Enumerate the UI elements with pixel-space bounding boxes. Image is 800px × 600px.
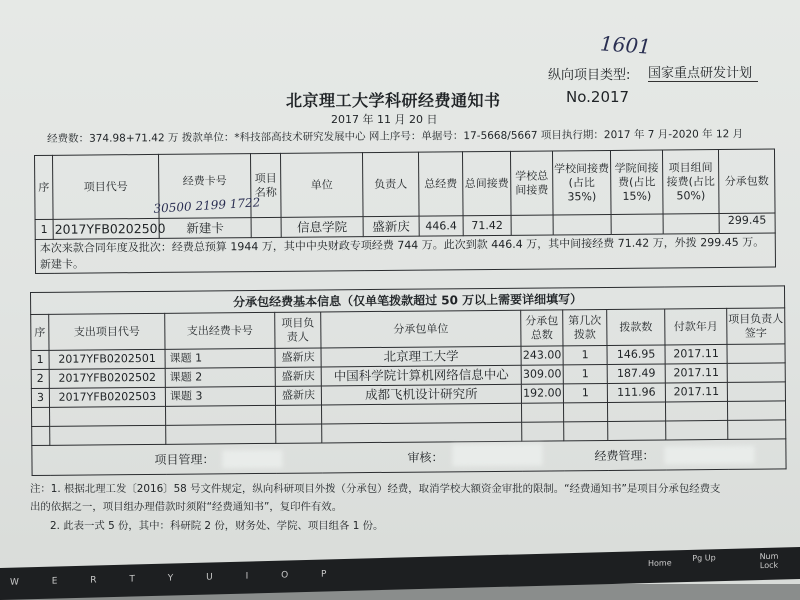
cell-amount: 111.96	[607, 383, 665, 403]
cell-date: 2017.11	[665, 363, 727, 383]
cell-school-indirect	[553, 214, 611, 235]
cell-signature	[727, 363, 785, 383]
cell-nth: 1	[563, 345, 607, 364]
redacted-signature	[664, 446, 754, 465]
cell-subcontract: 299.45	[719, 213, 775, 233]
header-cell: 学校间接费(占比 35%)	[552, 150, 611, 215]
header-cell: 序	[31, 314, 49, 350]
cell-leader: 盛新庆	[275, 386, 321, 405]
handwritten-number: 1601	[599, 31, 652, 59]
cell-signature	[727, 344, 785, 364]
cell-card: 课题 3	[165, 386, 275, 406]
header-cell: 项目代号	[53, 154, 160, 219]
project-type-label: 纵向项目类型:	[548, 68, 631, 83]
cell-total: 243.00	[521, 346, 563, 365]
cell-code: 2017YFB0202502	[49, 368, 165, 388]
review-label: 审核：	[407, 450, 444, 465]
cell-school-total-indirect	[511, 215, 553, 235]
home-key: Home	[648, 558, 672, 569]
main-table-header	[35, 149, 776, 219]
cell-code: 2017YFB0202503	[49, 387, 165, 407]
header-cell: 项目组间接费(占比 50%)	[662, 150, 719, 214]
header-cell: 分承包单位	[321, 310, 521, 348]
signature-cell	[32, 439, 786, 476]
project-type-value: 国家重点研发计划	[648, 62, 758, 82]
header-cell: 第几次拨款	[563, 309, 607, 345]
funding-info-line: 经费数：374.98+71.42 万 拨款单位：*科技部高技术研究发展中心 网上序号：单据号：17-5668/5667 项目执行期：2017 年 7 月-2020 年 12 月	[47, 128, 744, 145]
header-cell: 单位	[280, 153, 363, 218]
cell-nth: 1	[563, 364, 607, 383]
header-cell: 项目负责人	[275, 312, 321, 348]
header-cell: 拨款数	[607, 309, 665, 346]
header-cell: 学院间接费(占比 15%)	[610, 150, 663, 214]
cell-card: 课题 1	[165, 348, 275, 368]
document-title: 北京理工大学科研经费通知书	[286, 91, 501, 110]
cell-unit: 信息学院	[281, 217, 363, 238]
signature-row	[32, 439, 786, 476]
header-cell: 支出项目代号	[49, 313, 165, 350]
numlock-key: Num Lock	[759, 551, 779, 571]
funding-note: 本次来款合同年度及批次：经费总预算 1944 万，其中中央财政专项经费 744 万。此次到款 446.4 万，其中间接经费 71.42 万，外拨 299.45 万。新建卡。	[35, 233, 775, 273]
main-funding-table	[34, 149, 776, 274]
document-number: No.2017	[566, 88, 630, 106]
note-1-line-2: 出的依据之一，项目组办理借款时须附“经费通知书”，复印件有效。	[30, 501, 343, 513]
keyboard-letter-keys: W E R T Y U I O P	[10, 569, 342, 588]
redacted-signature	[222, 450, 282, 469]
cell-date: 2017.11	[665, 382, 727, 402]
cell-amount: 146.95	[607, 345, 665, 365]
cell-index: 1	[31, 350, 49, 369]
cell-index: 2	[31, 369, 49, 388]
header-cell: 负责人	[362, 152, 419, 216]
cell-amount: 187.49	[607, 364, 665, 384]
project-mgmt-label: 项目管理：	[154, 452, 215, 467]
header-text: 经费卡号	[182, 174, 227, 188]
cell-leader: 盛新庆	[275, 367, 321, 386]
note-1-line-1: 注：1. 根据北理工发〔2016〕58 号文件规定，纵向科研项目外拨（分承包）经费，取消学校大额资金审批的限制。“经费通知书”是项目分承包经费支	[30, 483, 721, 495]
handwritten-card-number: 30500 2199 1722	[153, 195, 261, 216]
cell-signature	[727, 382, 785, 402]
subcontract-table	[30, 285, 787, 476]
cell-unit: 中国科学院计算机网络信息中心	[321, 365, 521, 386]
finance-mgmt-label: 经费管理：	[594, 448, 655, 464]
note-2: 2. 此表一式 5 份，其中：科研院 2 份，财务处、学院、项目组各 1 份。	[50, 520, 384, 532]
cell-total: 309.00	[521, 365, 563, 384]
note-row	[35, 233, 775, 273]
cell-total: 446.4	[419, 216, 463, 236]
cell-card: 课题 2	[165, 367, 275, 387]
header-cell: 项目负责人签字	[727, 308, 785, 345]
header-cell: 学校总间接费	[510, 151, 553, 215]
redacted-signature	[452, 444, 542, 467]
cell-group-indirect	[663, 214, 719, 234]
cell-index: 3	[31, 388, 49, 407]
header-cell: 分承包数	[718, 149, 775, 213]
cell-leader: 盛新庆	[275, 348, 321, 367]
issue-date: 2017 年 11 月 20 日	[331, 113, 438, 126]
cell-card: 新建卡	[159, 218, 251, 239]
header-cell: 付款年月	[665, 308, 727, 345]
header-cell: 序	[35, 155, 54, 219]
header-cell: 项目名称	[250, 153, 281, 217]
cell-unit: 成都飞机设计研究所	[321, 384, 521, 405]
cell-nth: 1	[563, 383, 607, 402]
header-cell: 分承包总数	[521, 310, 563, 346]
cell-unit: 北京理工大学	[321, 346, 521, 367]
cell-leader: 盛新庆	[363, 216, 419, 236]
header-cell: 总经费	[418, 152, 463, 216]
subcontract-title: 分承包经费基本信息（仅单笔拨款超过 50 万以上需要详细填写）	[31, 286, 785, 315]
cell-indirect: 71.42	[463, 215, 511, 235]
header-cell	[153, 154, 261, 219]
cell-project-name	[251, 217, 281, 237]
pgup-key: Pg Up	[692, 553, 716, 563]
cell-college-indirect	[611, 214, 663, 234]
cell-index: 1	[35, 219, 53, 239]
header-cell: 支出经费卡号	[165, 312, 275, 349]
cell-total: 192.00	[521, 384, 563, 403]
header-cell: 总间接费	[462, 151, 511, 215]
cell-date: 2017.11	[665, 344, 727, 364]
cell-project-code: 2017YFB0202500	[53, 218, 159, 239]
cell-code: 2017YFB0202501	[49, 349, 165, 369]
